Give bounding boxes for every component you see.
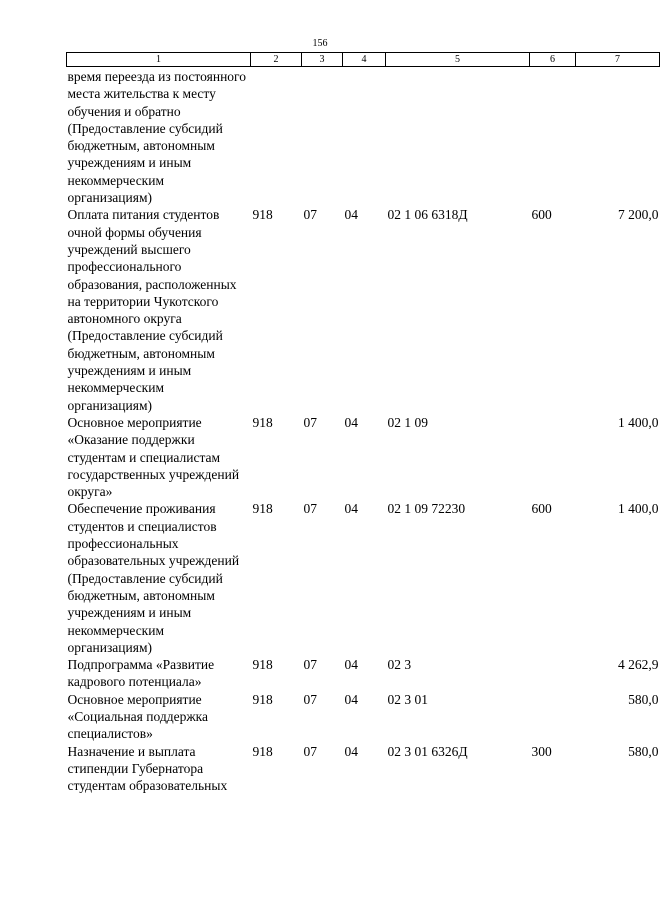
header-col-3: 3 <box>302 53 343 67</box>
row-subsection <box>343 67 386 207</box>
page-number: 156 <box>312 38 328 49</box>
row-grbs <box>251 67 302 207</box>
table-row <box>67 414 660 500</box>
row-subsection: 04 <box>344 414 358 430</box>
row-grbs: 918 <box>252 691 273 707</box>
table-row <box>67 500 660 656</box>
table-row <box>67 67 660 207</box>
row-name: Подпрограмма «Развитие кадрового потенциала» <box>67 657 215 690</box>
row-name: Основное мероприятие «Оказание поддержки студентам и специалистам государственных учреждений округа» <box>67 414 240 500</box>
row-target-article: 02 3 01 6326Д <box>387 743 468 759</box>
row-expense-type: 600 <box>531 501 552 517</box>
row-name: Назначение и выплата стипендии Губернатора студентам образовательных <box>67 743 228 794</box>
row-subsection: 04 <box>344 657 358 673</box>
row-subsection: 04 <box>344 207 358 223</box>
row-grbs: 918 <box>252 414 273 430</box>
header-col-2: 2 <box>251 53 302 67</box>
table-row <box>67 656 660 691</box>
row-expense-type <box>530 691 576 743</box>
row-subsection: 04 <box>344 501 358 517</box>
table-header-row <box>67 53 660 67</box>
row-expense-type <box>530 656 576 691</box>
row-expense-type <box>530 414 576 500</box>
row-subsection: 04 <box>344 691 358 707</box>
row-target-article: 02 3 01 <box>387 691 428 707</box>
row-section: 07 <box>303 207 317 223</box>
row-name: Оплата питания студентов очной формы обучения учреждений высшего профессионального образования, расположенных на территории Чукотского автономного округа (Предоставление субсидий бюджетным, автономным учреждениям и иным некоммерческим организациям) <box>67 207 237 413</box>
table-row <box>67 691 660 743</box>
header-col-5: 5 <box>386 53 530 67</box>
row-name: время переезда из постоянного места жительства к месту обучения и обратно (Предоставление субсидий бюджетным, автономным учреждениям и иным некоммерческим организациям) <box>67 69 246 206</box>
row-target-article: 02 1 06 6318Д <box>387 207 468 223</box>
row-grbs: 918 <box>252 657 273 673</box>
row-sum <box>576 67 660 207</box>
header-col-6: 6 <box>530 53 576 67</box>
header-col-4: 4 <box>343 53 386 67</box>
table-row <box>67 743 660 795</box>
row-target-article: 02 3 <box>387 657 412 673</box>
row-section: 07 <box>303 657 317 673</box>
row-expense-type <box>530 67 576 207</box>
row-target-article: 02 1 09 72230 <box>387 501 466 517</box>
row-expense-type: 600 <box>531 207 552 223</box>
row-sum: 1 400,0 <box>618 501 659 517</box>
row-sum: 580,0 <box>628 743 659 759</box>
row-grbs: 918 <box>252 207 273 223</box>
row-sum: 4 262,9 <box>618 657 659 673</box>
row-target-article: 02 1 09 <box>387 414 428 430</box>
row-sum: 7 200,0 <box>618 207 659 223</box>
row-section: 07 <box>303 501 317 517</box>
row-target-article <box>386 67 530 207</box>
row-sum: 1 400,0 <box>618 414 659 430</box>
row-name: Обеспечение проживания студентов и специалистов профессиональных образовательных учреждений (Предоставление субсидий бюджетным, автономным учреждениям и иным некоммерческим организациям) <box>67 501 240 655</box>
row-sum: 580,0 <box>628 691 659 707</box>
header-col-7: 7 <box>576 53 660 67</box>
row-name: Основное мероприятие «Социальная поддержка специалистов» <box>67 691 208 742</box>
row-section: 07 <box>303 414 317 430</box>
row-expense-type: 300 <box>531 743 552 759</box>
header-col-1: 1 <box>67 53 251 67</box>
row-section: 07 <box>303 691 317 707</box>
row-section <box>302 67 343 207</box>
row-grbs: 918 <box>252 501 273 517</box>
row-section: 07 <box>303 743 317 759</box>
row-grbs: 918 <box>252 743 273 759</box>
table-row <box>67 206 660 414</box>
budget-table <box>66 52 660 794</box>
row-subsection: 04 <box>344 743 358 759</box>
